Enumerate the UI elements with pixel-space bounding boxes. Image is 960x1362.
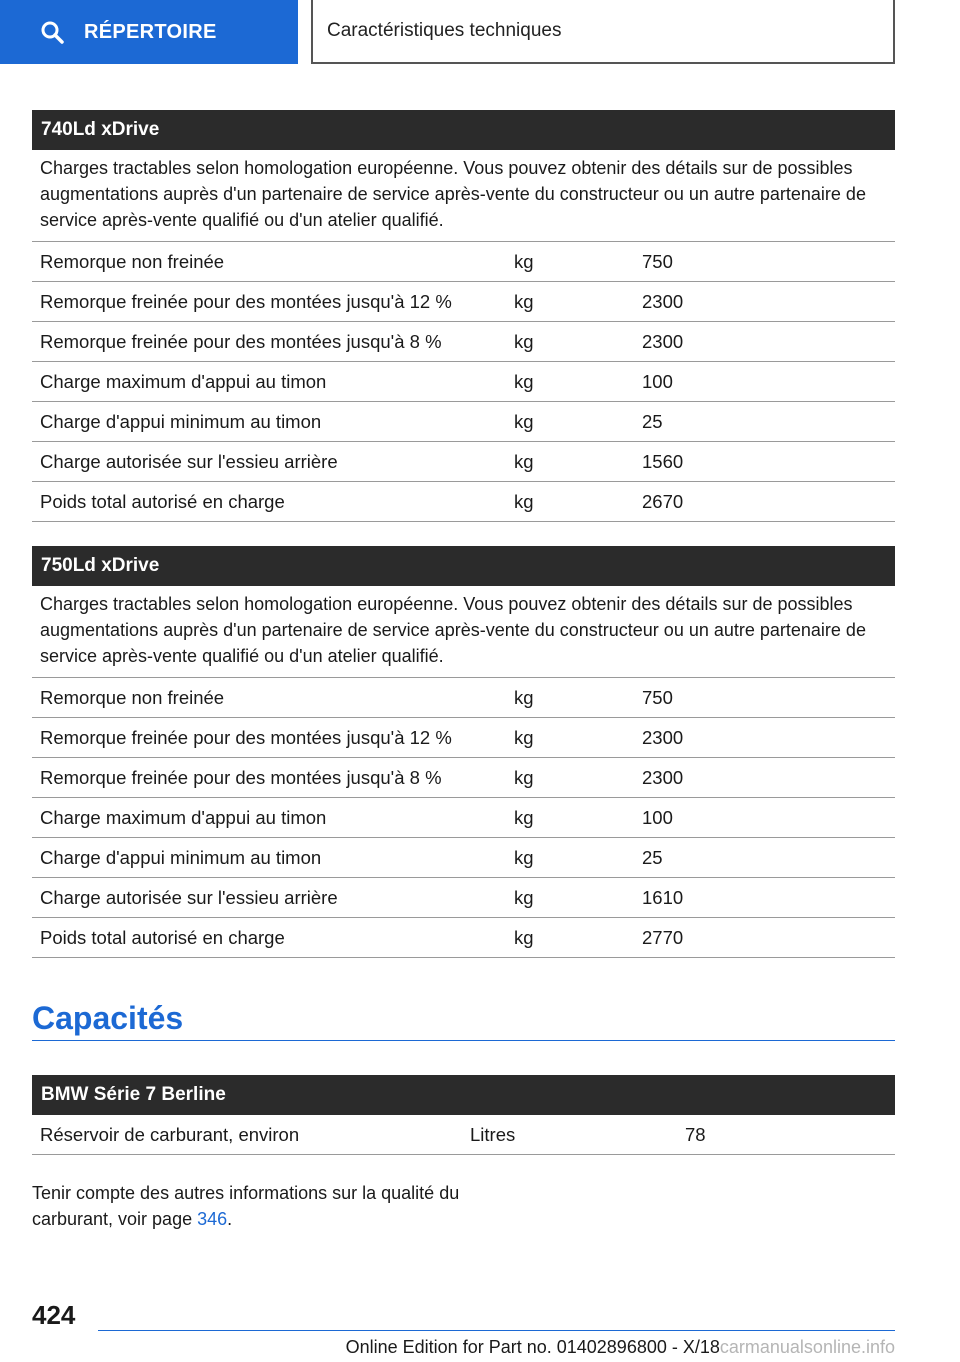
row-unit: kg	[514, 686, 534, 708]
page-number: 424	[32, 1300, 76, 1330]
capacities-heading-text: Capacités	[32, 1000, 184, 1036]
row-value: 1610	[642, 886, 684, 908]
section-description: Charges tractables selon homologation européenne. Vous pouvez obtenir des détails sur de possibles augmentations auprès d'un partenaire de service après-vente du constructeur ou un autre partenaire de service après-vente qualifié ou d'un atelier qualifié.	[32, 586, 895, 678]
row-label: Charge autorisée sur l'essieu arrière	[40, 450, 338, 472]
chapter-title	[311, 0, 895, 64]
row-label: Poids total autorisé en charge	[40, 926, 285, 948]
table-row	[32, 282, 895, 322]
table-row	[32, 362, 895, 402]
row-label: Charge d'appui minimum au timon	[40, 846, 322, 868]
watermark: carmanualsonline.info	[719, 1336, 895, 1357]
row-unit: kg	[514, 410, 534, 432]
row-unit: kg	[514, 290, 534, 312]
row-unit: kg	[514, 926, 534, 948]
row-label: Remorque non freinée	[40, 250, 225, 272]
row-label: Remorque freinée pour des montées jusqu'à 8 %	[40, 330, 442, 352]
row-unit: kg	[514, 330, 534, 352]
table-row	[32, 878, 895, 918]
row-unit: kg	[514, 370, 534, 392]
row-label: Charge maximum d'appui au timon	[40, 806, 327, 828]
row-unit: kg	[514, 726, 534, 748]
row-label: Remorque freinée pour des montées jusqu'à 12 %	[40, 290, 452, 312]
table-row	[32, 718, 895, 758]
row-label: Remorque freinée pour des montées jusqu'à 12 %	[40, 726, 452, 748]
row-value: 2300	[642, 330, 684, 352]
table-row	[32, 758, 895, 798]
row-unit: kg	[514, 806, 534, 828]
table-row	[32, 442, 895, 482]
edition-text: Online Edition for Part no. 01402896800 - X/18	[345, 1336, 720, 1357]
row-value: 25	[642, 410, 663, 432]
row-value: 2300	[642, 726, 684, 748]
chapter-title-text: Caractéristiques techniques	[327, 20, 562, 41]
capacities-table	[32, 1075, 895, 1155]
section-description: Charges tractables selon homologation européenne. Vous pouvez obtenir des détails sur de possibles augmentations auprès d'un partenaire de service après-vente du constructeur ou un autre partenaire de service après-vente qualifié ou d'un atelier qualifié.	[32, 150, 895, 242]
section-750ld	[32, 546, 895, 958]
row-unit: kg	[514, 490, 534, 512]
row-label: Poids total autorisé en charge	[40, 490, 285, 512]
row-value: 2300	[642, 766, 684, 788]
section-740ld	[32, 110, 895, 522]
fuel-note-end: .	[227, 1209, 233, 1229]
row-label: Charge maximum d'appui au timon	[40, 370, 327, 392]
index-button-label: RÉPERTOIRE	[84, 20, 217, 43]
capacities-heading	[32, 998, 895, 1041]
row-label: Charge autorisée sur l'essieu arrière	[40, 886, 338, 908]
page-link[interactable]: 346	[197, 1209, 228, 1229]
row-label: Charge d'appui minimum au timon	[40, 410, 322, 432]
row-unit: kg	[514, 846, 534, 868]
search-icon	[40, 20, 64, 44]
index-button[interactable]	[0, 0, 298, 64]
row-label: Réservoir de carburant, environ	[40, 1123, 300, 1145]
footer	[98, 1332, 895, 1362]
footer-divider	[98, 1330, 895, 1331]
row-unit: Litres	[470, 1123, 516, 1145]
row-label: Remorque non freinée	[40, 686, 225, 708]
row-value: 2770	[642, 926, 684, 948]
row-unit: kg	[514, 766, 534, 788]
fuel-note-text: Tenir compte des autres informations sur la qualité du carburant, voir page	[32, 1183, 460, 1229]
table-row	[32, 242, 895, 282]
fuel-note	[32, 1180, 472, 1232]
section-title: 750Ld xDrive	[32, 546, 895, 586]
table-row	[32, 678, 895, 718]
table-row	[32, 322, 895, 362]
table-row	[32, 482, 895, 522]
row-label: Remorque freinée pour des montées jusqu'à 8 %	[40, 766, 442, 788]
table-row	[32, 798, 895, 838]
row-value: 100	[642, 806, 673, 828]
row-value: 750	[642, 686, 673, 708]
capacities-table-title: BMW Série 7 Berline	[32, 1075, 895, 1115]
table-row	[32, 918, 895, 958]
table-row	[32, 1115, 895, 1155]
top-bar	[0, 0, 960, 66]
row-value: 2670	[642, 490, 684, 512]
row-value: 750	[642, 250, 673, 272]
table-row	[32, 838, 895, 878]
row-unit: kg	[514, 250, 534, 272]
row-value: 100	[642, 370, 673, 392]
section-title: 740Ld xDrive	[32, 110, 895, 150]
row-value: 78	[685, 1123, 706, 1145]
row-unit: kg	[514, 886, 534, 908]
row-value: 1560	[642, 450, 684, 472]
row-value: 25	[642, 846, 663, 868]
table-row	[32, 402, 895, 442]
row-value: 2300	[642, 290, 684, 312]
row-unit: kg	[514, 450, 534, 472]
